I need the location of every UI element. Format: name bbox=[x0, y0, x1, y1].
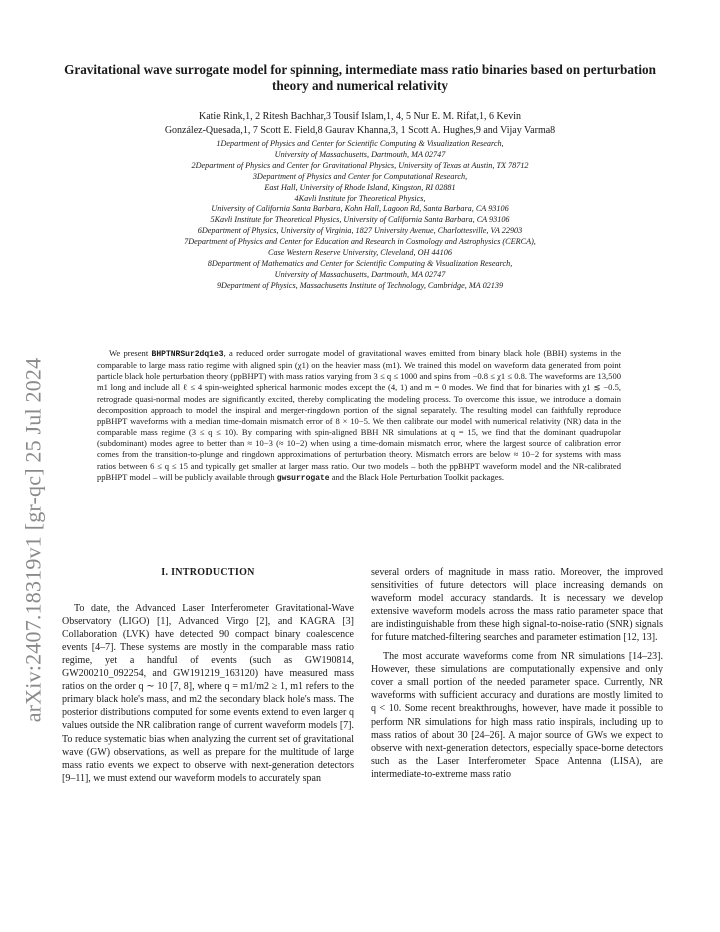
affiliation-line: 2Department of Physics and Center for Gravitational Physics, University of Texas at Austin, TX 78712 bbox=[191, 160, 529, 170]
affiliation-line: University of Massachusetts, Dartmouth, MA 02747 bbox=[274, 269, 446, 279]
intro-paragraph-1: To date, the Advanced Laser Interferometer Gravitational-Wave Observatory (LIGO) [1], Advanced Virgo [2], and KAGRA [3] Collaboration (LVK) have detected 90 compact binary coalescence events [4–7]. These systems are mostly in the comparable mass ratio regime, yet a handful of events (such as GW190814, GW200210_092254, and GW191219_163120) have measured mass ratios on the order q ∼ 10 [7, 8], where q = m1/m2 ≥ 1, m1 refers to the primary black hole's mass, and m2 the secondary black hole's mass. The posterior distributions computed for some events extend to even larger q values outside the NR calibration range of current waveform models [7]. To reduce systematic bias when analyzing the current set of gravitational wave (GW) observations, as well as prepare for the multitude of large mass ratio events we expect to observe with next-generation detectors [9–11], we must extend our waveform models to accurately span bbox=[62, 603, 354, 784]
affiliation-line: East Hall, University of Rhode Island, Kingston, RI 02881 bbox=[264, 182, 456, 192]
affiliation-line: 6Department of Physics, University of Virginia, 1827 University Avenue, Charlottesville, VA 22903 bbox=[197, 226, 523, 236]
abstract-outro: and the Black Hole Perturbation Toolkit packages. bbox=[329, 471, 505, 482]
left-column bbox=[62, 566, 354, 785]
right-column bbox=[371, 566, 663, 781]
abstract-intro: We present bbox=[109, 348, 152, 358]
affiliation-line: 4Kavli Institute for Theoretical Physics, bbox=[294, 193, 426, 203]
affiliation-line: 1Department of Physics and Center for Scientific Computing & Visualization Research, bbox=[216, 139, 504, 148]
abstract bbox=[97, 348, 621, 484]
affiliation-line: University of California Santa Barbara, Kohn Hall, Lagoon Rd, Santa Barbara, CA 93106 bbox=[211, 204, 509, 214]
paper-title: Gravitational wave surrogate model for spinning, intermediate mass ratio binaries based on perturbation theory and numerical relativity bbox=[64, 62, 656, 93]
arxiv-id-text: arXiv:2407.18319v1 [gr-qc] 25 Jul 2024 bbox=[20, 357, 46, 723]
affiliation-line: 7Department of Physics and Center for Education and Research in Cosmology and Astrophysics (CERCA), bbox=[184, 237, 536, 247]
affiliation-line: 5Kavli Institute for Theoretical Physics, University of California Santa Barbara, CA 93106 bbox=[210, 215, 510, 225]
model-name: BHPTNRSur2dq1e3 bbox=[151, 350, 224, 359]
affiliation-line: 3Department of Physics and Center for Computational Research, bbox=[252, 171, 468, 181]
affiliation-list bbox=[60, 139, 660, 292]
package-name: gwsurrogate bbox=[276, 473, 330, 483]
affiliation-line: 8Department of Mathematics and Center for Scientific Computing & Visualization Research, bbox=[207, 258, 513, 268]
intro-paragraph-3: The most accurate waveforms come from NR simulations [14–23]. However, these simulations are computationally expensive and only cover a small portion of the needed parameter space. Currently, NR waveforms with sufficient accuracy and durations are mostly limited to q < 10. Some recent breakthroughs, however, have made it possible to perform NR simulations for high mass ratio inspirals, including up to mass ratios of about 30 [24–26]. A major source of GWs we expect to observe with next-generation detectors, especially space-borne detectors such as the Laser Interferometer Space Antenna (LISA), are intermediate-to-extreme mass ratio bbox=[371, 651, 663, 780]
abstract-body: , a reduced order surrogate model of gravitational waves emitted from binary black hole (BBH) systems in the comparable to large mass ratio regime with aligned spin (χ1) on the heavier mass (m1). We trained this model on waveform data generated from point particle black hole perturbation theory (ppBHPT) with mass ratios varying from 3 ≤ q ≤ 1000 and spins from −0.8 ≤ χ1 ≤ 0.8. The waveforms are 13,500 m1 long and include all ℓ ≤ 4 spin-weighted spherical harmonic modes except the (4, 1) and m = 0 modes. We find that for binaries with χ1 ≲ −0.5, retrograde quasi-normal modes are significantly excited, thereby complicating the modeling process. To overcome this issue, we introduce a domain decomposition approach to model the inspiral and merger-ringdown portion of the signal separately. The resulting model can faithfully reproduce ppBHPT waveforms with a median time-domain mismatch error of 8 × 10−5. We then calibrate our model with numerical relativity (NR) data in the comparable mass regime (3 ≤ q ≤ 10). By comparing with spin-aligned BBH NR simulations at q = 15, we find that the dominant quadrupolar (subdominant) modes agree to better than ≈ 10−3 (≈ 10−2) when using a time-domain mismatch error, where the largest source of calibration error comes from the transition-to-plunge and ringdown approximations of perturbation theory. Mismatch errors are below ≈ 10−2 for systems with mass ratios between 6 ≤ q ≤ 15 and typically get smaller at larger mass ratio. Our two models – both the ppBHPT waveform model and the NR-calibrated ppBHPT model – will be publicly available through bbox=[97, 348, 621, 482]
author-list bbox=[60, 110, 660, 138]
intro-paragraph-2: several orders of magnitude in mass ratio. Moreover, the improved sensitivities of future detectors will place increasing demands on waveform model accuracy standards. It is necessary we develop extensive waveform models across the mass ratio parameter space that are indistinguishable from these high signal-to-noise-ratio (SNR) signals for future matched-filtering searches and parameter estimation [12, 13]. bbox=[371, 567, 663, 644]
section-heading-introduction: I. INTRODUCTION bbox=[161, 567, 255, 578]
affiliation-line: Case Western Reserve University, Cleveland, OH 44106 bbox=[268, 248, 452, 258]
affiliation-line: University of Massachusetts, Dartmouth, MA 02747 bbox=[274, 149, 446, 159]
arxiv-identifier-stamp bbox=[18, 300, 48, 780]
affiliation-line: 9Department of Physics, Massachusetts Institute of Technology, Cambridge, MA 02139 bbox=[216, 280, 504, 290]
author-line-1: Katie Rink,1, 2 Ritesh Bachhar,3 Tousif Islam,1, 4, 5 Nur E. M. Rifat,1, 6 Kevin bbox=[198, 111, 521, 122]
author-line-2: González-Quesada,1, 7 Scott E. Field,8 Gaurav Khanna,3, 1 Scott A. Hughes,9 and Vijay Varma8 bbox=[164, 125, 556, 136]
